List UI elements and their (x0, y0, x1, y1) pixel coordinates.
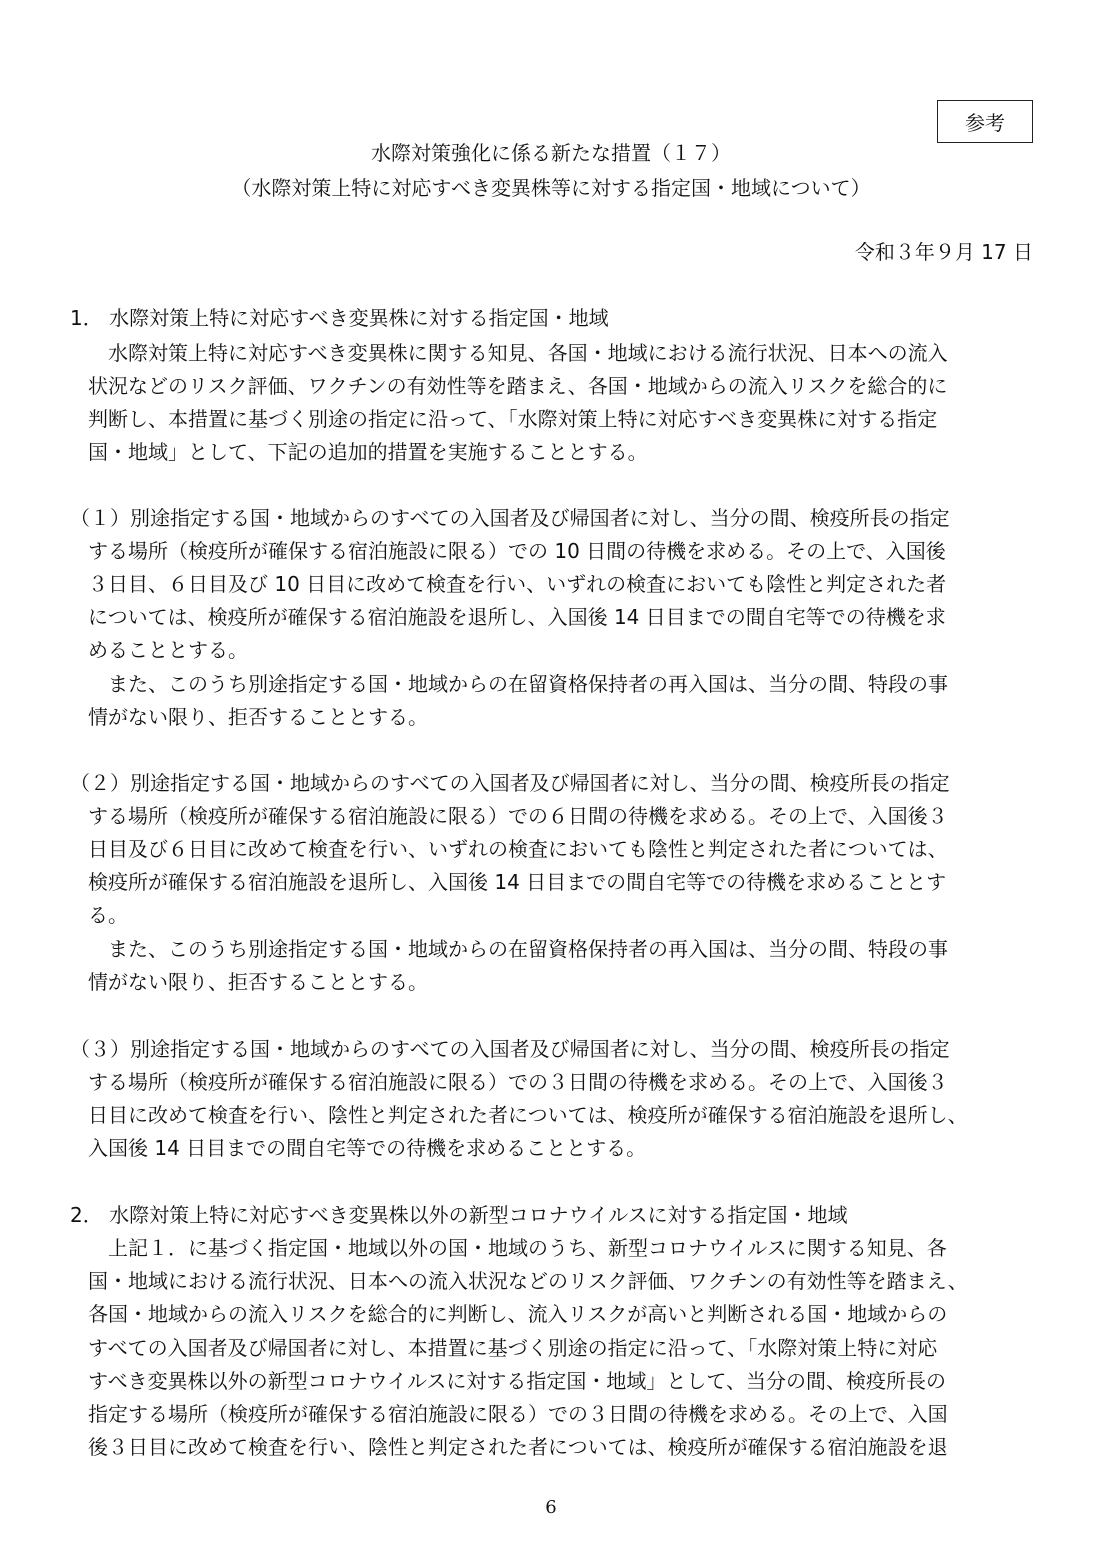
paragraph-line: する場所（検疫所が確保する宿泊施設に限る）での６日間の待機を求める。その上で、入国後３ (88, 804, 948, 828)
section-2-heading: 2． 水際対策上特に対応すべき変異株以外の新型コロナウイルスに対する指定国・地域 (70, 1203, 848, 1227)
item-3-line: （３）別途指定する国・地域からのすべての入国者及び帰国者に対し、当分の間、検疫所長の指定 (70, 1037, 950, 1061)
paragraph-line: また、このうち別途指定する国・地域からの在留資格保持者の再入国は、当分の間、特段の事 (88, 672, 948, 696)
item-1-line: （１）別途指定する国・地域からのすべての入国者及び帰国者に対し、当分の間、検疫所長の指定 (70, 506, 950, 530)
paragraph-line: については、検疫所が確保する宿泊施設を退所し、入国後 14 日目までの間自宅等での待機を求 (88, 605, 946, 629)
paragraph-line: すべき変異株以外の新型コロナウイルスに対する指定国・地域」として、当分の間、検疫所長の (88, 1369, 946, 1393)
paragraph-line: めることとする。 (88, 638, 248, 662)
paragraph-line: 検疫所が確保する宿泊施設を退所し、入国後 14 日目までの間自宅等での待機を求めることとす (88, 870, 947, 894)
document-subtitle: （水際対策上特に対応すべき変異株等に対する指定国・地域について） (231, 176, 871, 200)
paragraph-line: 国・地域」として、下記の追加的措置を実施することとする。 (88, 440, 648, 464)
reference-label-box: 参考 (937, 100, 1033, 143)
paragraph-line: ３日目、６日目及び 10 日目に改めて検査を行い、いずれの検査においても陰性と判定された者 (88, 572, 947, 596)
section-1-heading: 1． 水際対策上特に対応すべき変異株に対する指定国・地域 (70, 306, 609, 330)
paragraph-line: 指定する場所（検疫所が確保する宿泊施設に限る）での３日間の待機を求める。その上で、入国 (88, 1402, 948, 1426)
paragraph-line: 判断し、本措置に基づく別途の指定に沿って、「水際対策上特に対応すべき変異株に対する指定 (88, 407, 938, 431)
paragraph-line: する場所（検疫所が確保する宿泊施設に限る）での 10 日間の待機を求める。その上で、入国後 (88, 539, 946, 563)
paragraph-line: る。 (88, 903, 128, 927)
paragraph-line: 後３日目に改めて検査を行い、陰性と判定された者については、検疫所が確保する宿泊施設を退 (88, 1435, 948, 1459)
item-2-line: （２）別途指定する国・地域からのすべての入国者及び帰国者に対し、当分の間、検疫所長の指定 (70, 771, 950, 795)
paragraph-line: する場所（検疫所が確保する宿泊施設に限る）での３日間の待機を求める。その上で、入国後３ (88, 1070, 948, 1094)
document-title: 水際対策強化に係る新たな措置（１７） (371, 141, 731, 165)
page-number: 6 (545, 1497, 557, 1518)
paragraph-line: 水際対策上特に対応すべき変異株に関する知見、各国・地域における流行状況、日本への流入 (88, 341, 948, 365)
paragraph-line: 日目及び６日目に改めて検査を行い、いずれの検査においても陰性と判定された者については、 (88, 837, 948, 861)
paragraph-line: 日目に改めて検査を行い、陰性と判定された者については、検疫所が確保する宿泊施設を退所し、 (88, 1103, 968, 1127)
paragraph-line: 上記１．に基づく指定国・地域以外の国・地域のうち、新型コロナウイルスに関する知見、各 (88, 1236, 947, 1260)
paragraph-line: 入国後 14 日目までの間自宅等での待機を求めることとする。 (88, 1136, 647, 1160)
paragraph-line: 状況などのリスク評価、ワクチンの有効性等を踏まえ、各国・地域からの流入リスクを総合的に (88, 374, 948, 398)
paragraph-line: 情がない限り、拒否することとする。 (88, 970, 428, 994)
paragraph-line: 情がない限り、拒否することとする。 (88, 705, 428, 729)
document-date: 令和３年９月 17 日 (854, 240, 1033, 264)
paragraph-line: 国・地域における流行状況、日本への流入状況などのリスク評価、ワクチンの有効性等を踏まえ、 (88, 1269, 968, 1293)
paragraph-line: また、このうち別途指定する国・地域からの在留資格保持者の再入国は、当分の間、特段の事 (88, 937, 948, 961)
paragraph-line: 各国・地域からの流入リスクを総合的に判断し、流入リスクが高いと判断される国・地域からの (88, 1302, 948, 1326)
paragraph-line: すべての入国者及び帰国者に対し、本措置に基づく別途の指定に沿って、「水際対策上特に対応 (88, 1336, 938, 1360)
